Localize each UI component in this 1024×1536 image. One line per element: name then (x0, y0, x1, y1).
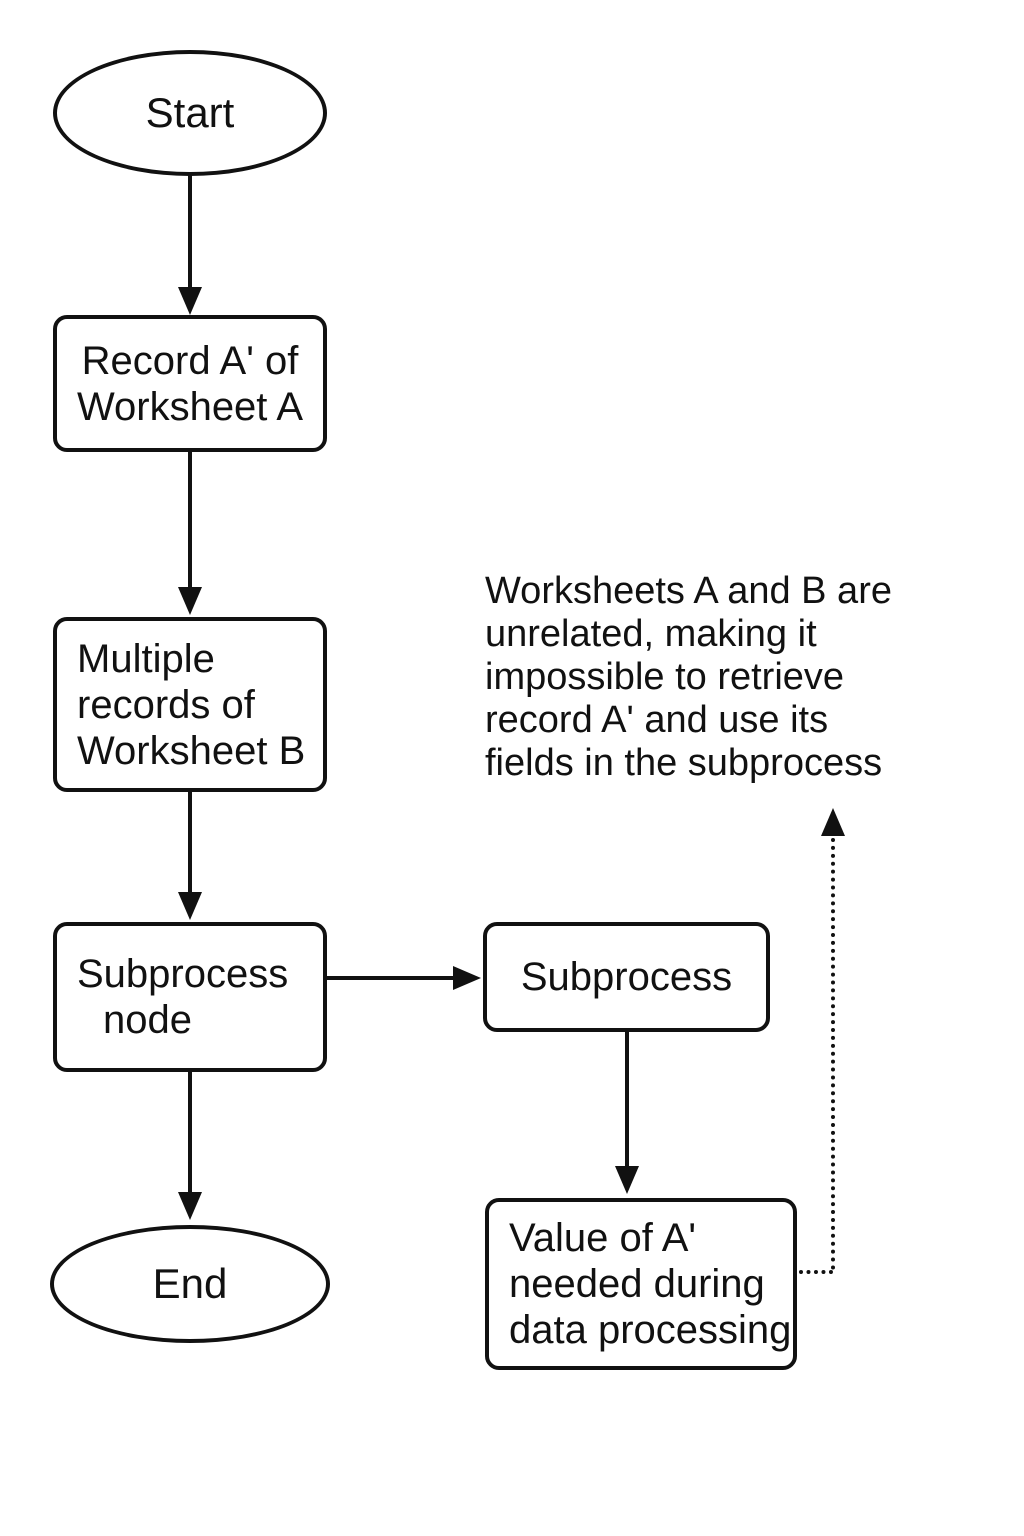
node-multiple-b-line: Multiple (77, 636, 215, 681)
node-subprocess-node-line: node (103, 998, 192, 1042)
node-start (53, 50, 327, 176)
edge-subnode-end-line (188, 1072, 192, 1194)
node-subprocess-label: Subprocess (520, 955, 733, 999)
node-record-a-line: Record A' of (81, 338, 299, 383)
node-subprocess (483, 922, 770, 1032)
node-value-a-line: Value of A' (509, 1216, 697, 1260)
node-end (50, 1225, 330, 1343)
annotation-line: unrelated, making it (485, 613, 817, 655)
annotation-line: Worksheets A and B are (485, 570, 892, 612)
edge-subnode-end-arrowhead (178, 1192, 202, 1220)
node-value-a-line: needed during (509, 1262, 765, 1306)
node-subprocess-node-line: Subprocess (77, 952, 289, 996)
edge-value-annotation-dotted-horizontal (799, 1270, 833, 1274)
edge-start-record-line (188, 174, 192, 290)
node-end-label: End (152, 1260, 228, 1307)
edge-start-record-arrowhead (178, 287, 202, 315)
node-record-a (53, 315, 327, 452)
annotation-line: impossible to retrieve (485, 656, 845, 698)
edge-value-annotation-arrowhead (821, 808, 845, 836)
edge-subprocess-value-arrowhead (615, 1166, 639, 1194)
annotation-line: fields in the subprocess (485, 742, 883, 784)
edge-subprocess-value-line (625, 1032, 629, 1168)
edge-record-multiple-line (188, 452, 192, 589)
edge-subnode-subprocess-line (327, 976, 455, 980)
node-subprocess-node (53, 922, 327, 1072)
node-multiple-b-line: records of (77, 682, 255, 727)
node-value-a (485, 1198, 797, 1370)
node-record-a-line: Worksheet A (76, 384, 304, 429)
node-value-a-line: data processing (509, 1308, 792, 1352)
edge-record-multiple-arrowhead (178, 587, 202, 615)
node-multiple-b-line: Worksheet B (77, 728, 306, 773)
annotation-note (485, 570, 955, 785)
node-start-label: Start (145, 89, 235, 136)
annotation-line: record A' and use its (485, 699, 829, 741)
edge-multiple-subnode-arrowhead (178, 892, 202, 920)
node-multiple-b (53, 617, 327, 792)
edge-multiple-subnode-line (188, 792, 192, 894)
edge-value-annotation-dotted-vertical (831, 838, 835, 1270)
edge-subnode-subprocess-arrowhead (453, 966, 481, 990)
